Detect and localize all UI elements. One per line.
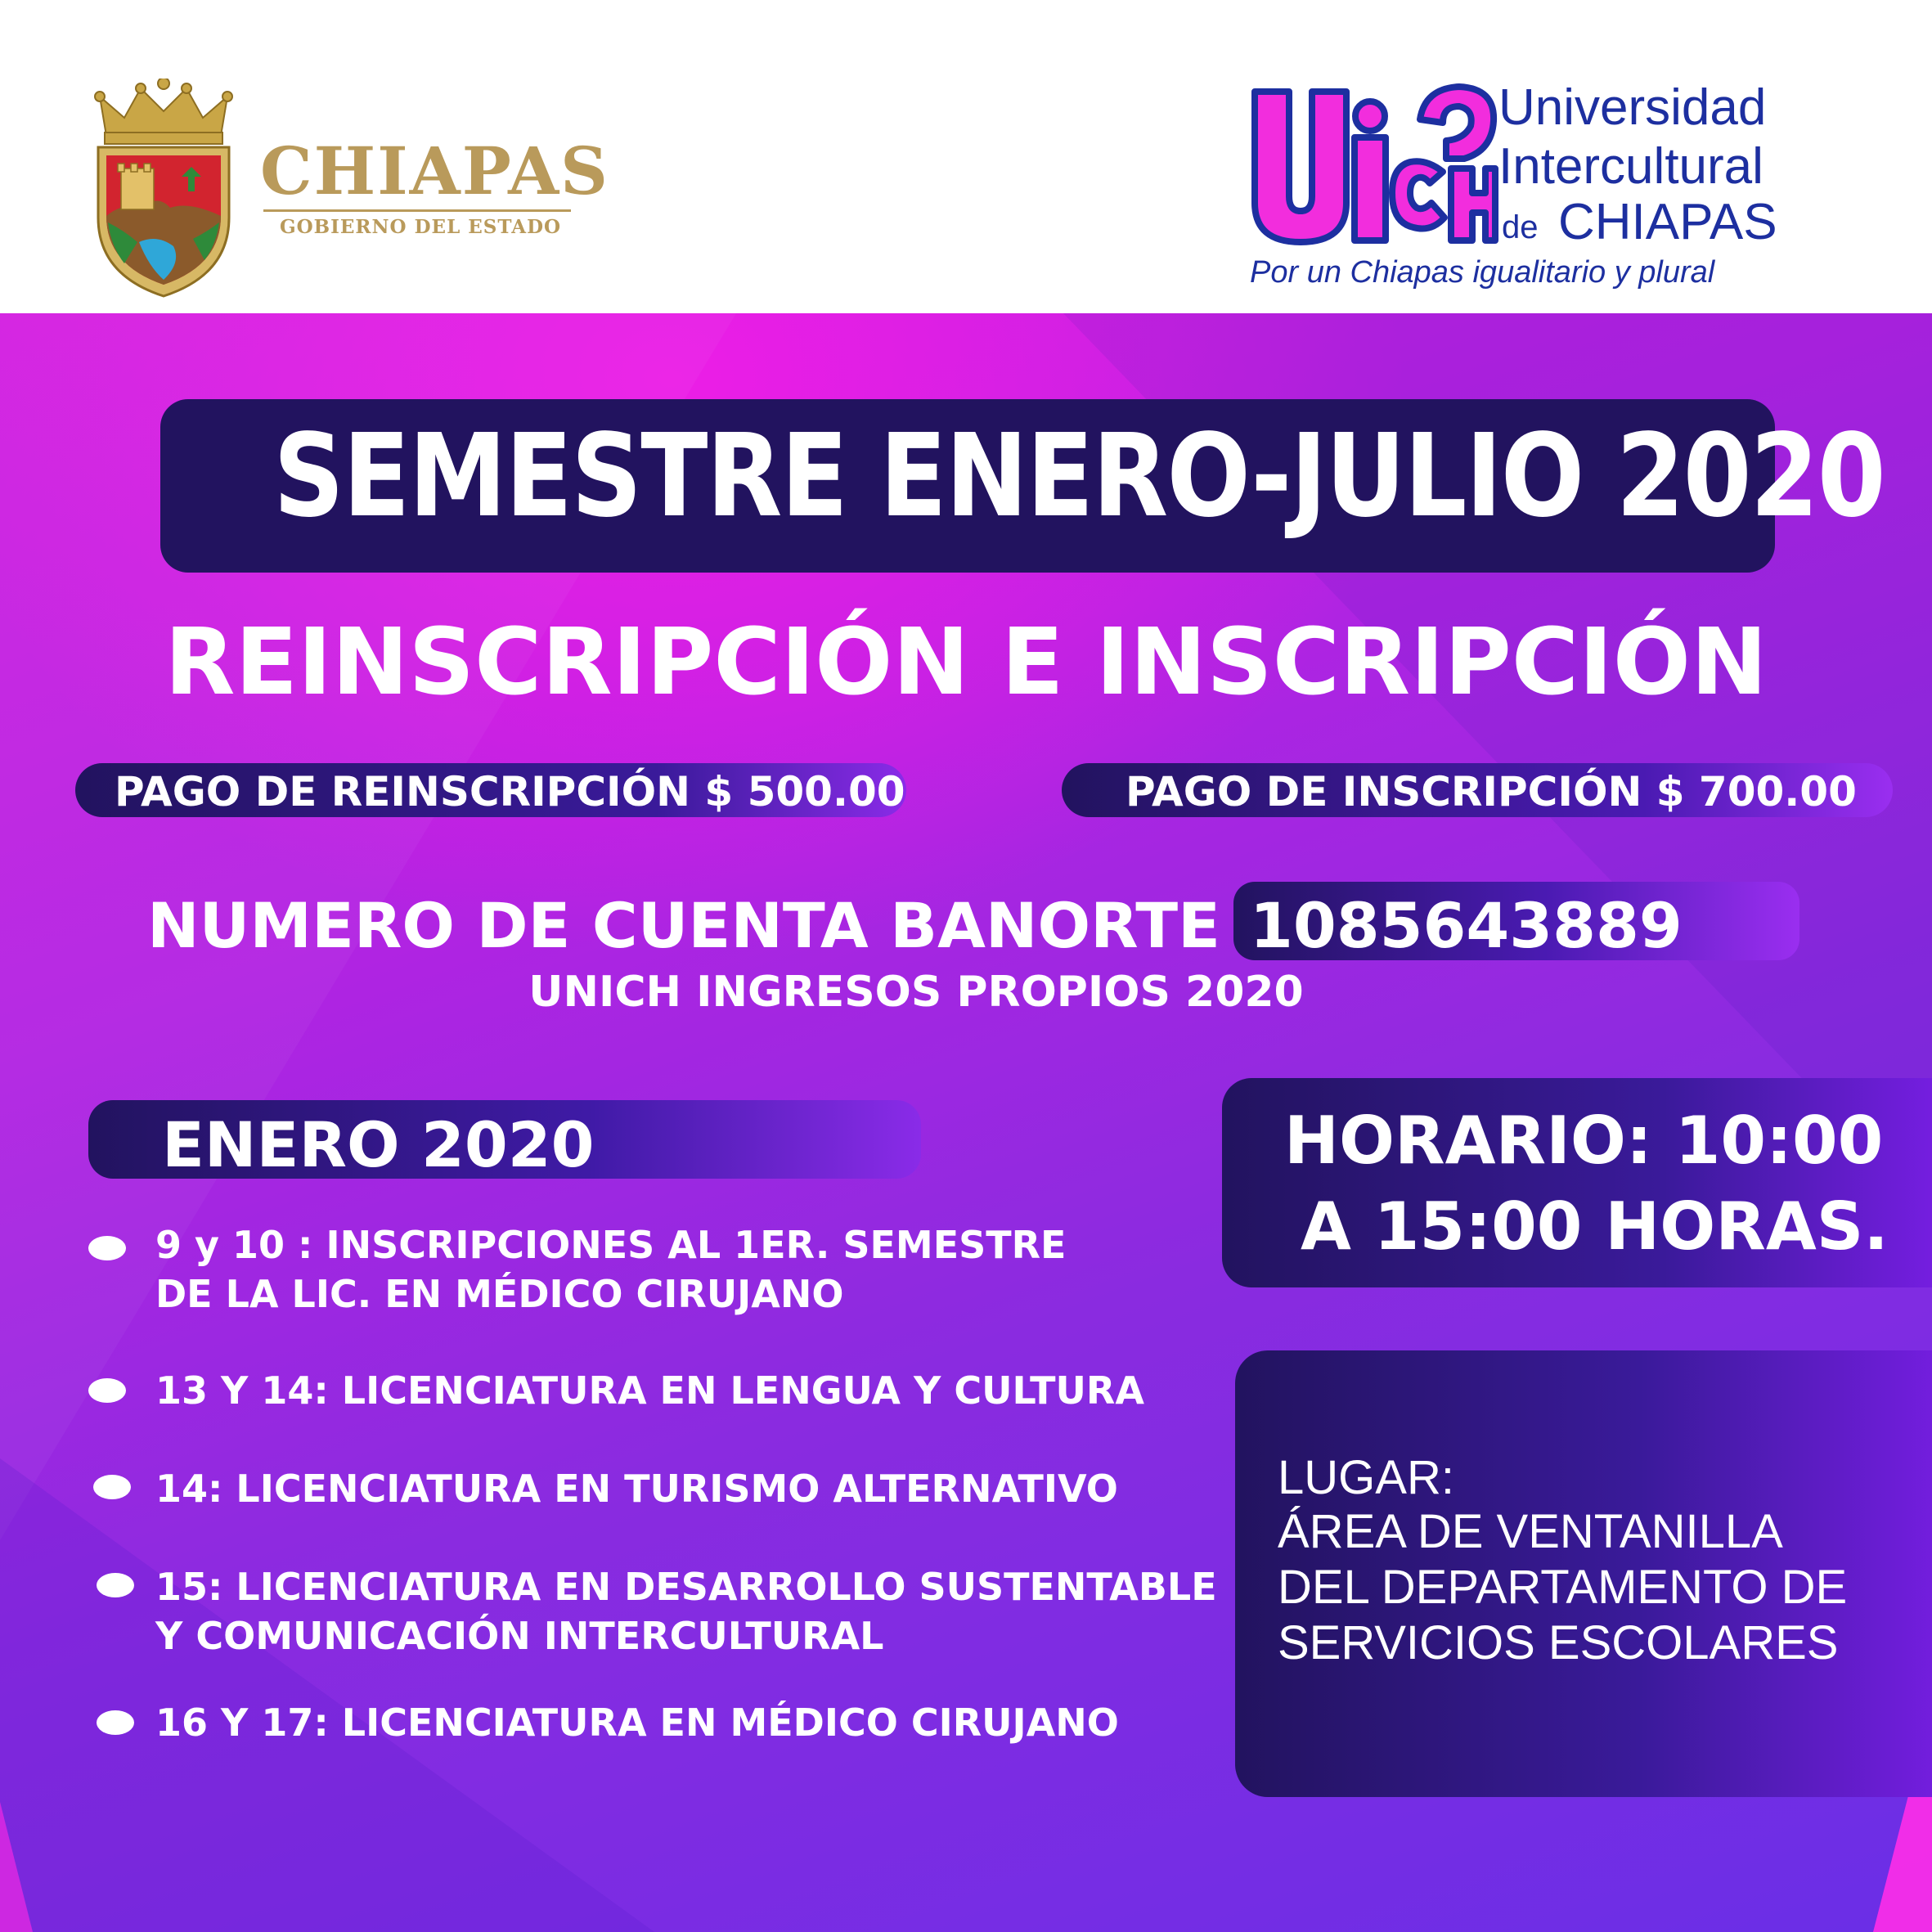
unich-line2: Intercultural bbox=[1498, 138, 1764, 195]
lugar-line2: DEL DEPARTAMENTO DE bbox=[1278, 1561, 1848, 1614]
pago-inscripcion: PAGO DE INSCRIPCIÓN $ 700.00 bbox=[1126, 768, 1857, 815]
bullet-icon bbox=[88, 1378, 126, 1403]
header bbox=[0, 0, 1932, 313]
list-item-line1: 9 y 10 : INSCRIPCIONES AL 1ER. SEMESTRE bbox=[155, 1223, 1067, 1267]
bullet-icon bbox=[93, 1475, 131, 1499]
semester-title: SEMESTRE ENERO-JULIO 2020 bbox=[273, 410, 1885, 543]
month-label: ENERO 2020 bbox=[162, 1108, 595, 1181]
unich-tagline: Por un Chiapas igualitario y plural bbox=[1250, 255, 1715, 290]
unich-logo-icon bbox=[1250, 80, 1498, 254]
unich-line3: CHIAPAS bbox=[1558, 194, 1777, 250]
list-item-line1: 13 Y 14: LICENCIATURA EN LENGUA Y CULTURA bbox=[155, 1368, 1144, 1413]
horario-line1: HORARIO: 10:00 bbox=[1284, 1103, 1884, 1179]
horario-line2: A 15:00 HORAS. bbox=[1301, 1188, 1889, 1265]
unich-line1: Universidad bbox=[1498, 79, 1767, 136]
pago-reinscripcion: PAGO DE REINSCRIPCIÓN $ 500.00 bbox=[115, 768, 905, 815]
chiapas-divider bbox=[263, 209, 571, 212]
cuenta-label: NUMERO DE CUENTA BANORTE bbox=[147, 889, 1220, 962]
cuenta-name: UNICH INGRESOS PROPIOS 2020 bbox=[528, 968, 1304, 1017]
lugar-line3: SERVICIOS ESCOLARES bbox=[1278, 1616, 1839, 1669]
chiapas-title: CHIAPAS bbox=[260, 133, 609, 209]
bullet-icon bbox=[88, 1236, 126, 1260]
bullet-icon bbox=[97, 1573, 134, 1597]
chiapas-subtitle: GOBIERNO DEL ESTADO bbox=[280, 216, 562, 238]
subtitle: REINSCRIPCIÓN E INSCRIPCIÓN bbox=[164, 609, 1768, 716]
unich-line3-de: de bbox=[1502, 209, 1539, 245]
list-item-line1: 16 Y 17: LICENCIATURA EN MÉDICO CIRUJANO bbox=[155, 1701, 1119, 1745]
list-item-line2: Y COMUNICACIÓN INTERCULTURAL bbox=[155, 1614, 884, 1658]
chiapas-coat-of-arms bbox=[92, 79, 236, 299]
main-panel bbox=[0, 313, 1932, 1932]
lugar-label: LUGAR: bbox=[1278, 1451, 1454, 1504]
list-item-line1: 15: LICENCIATURA EN DESARROLLO SUSTENTABLE bbox=[155, 1565, 1217, 1609]
bullet-icon bbox=[97, 1710, 134, 1735]
cuenta-number: 1085643889 bbox=[1250, 889, 1683, 962]
list-item-line2: DE LA LIC. EN MÉDICO CIRUJANO bbox=[155, 1272, 844, 1316]
list-item-line1: 14: LICENCIATURA EN TURISMO ALTERNATIVO bbox=[155, 1467, 1118, 1511]
lugar-line1: ÁREA DE VENTANILLA bbox=[1278, 1505, 1783, 1558]
